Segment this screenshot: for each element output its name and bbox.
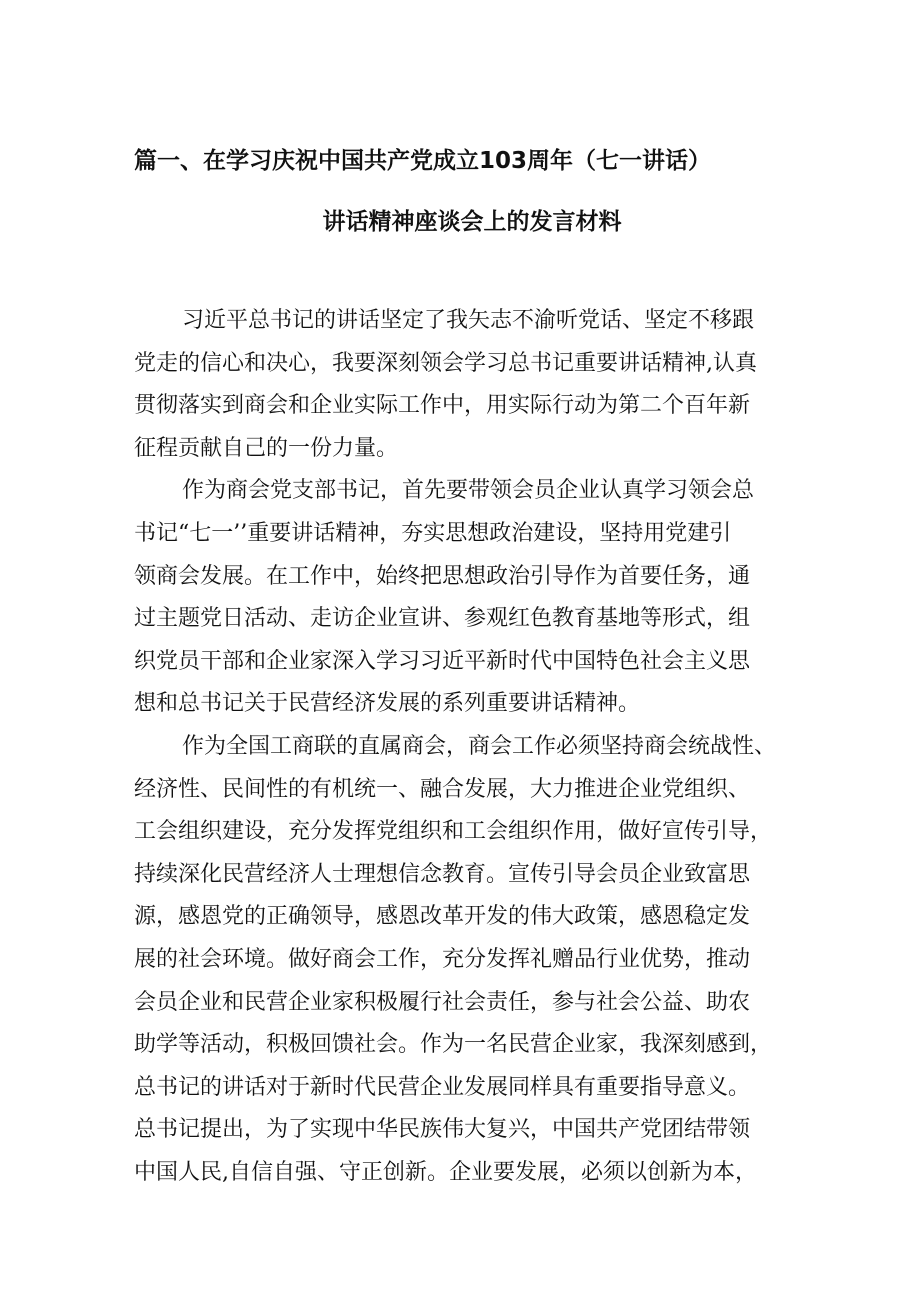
paragraph-line: 会员企业和民营企业家积极履行社会责任，参与社会公益、助农 [134,989,751,1015]
document-title-line-2: 讲话精神座谈会上的发言材料 [322,209,622,235]
paragraph-line: 经济性、民间性的有机统一、融合发展，大力推进企业党组织、 [134,776,751,802]
paragraph-line: 贯彻落实到商会和企业实际工作中，用实际行动为第二个百年新 [134,393,751,419]
paragraph-line: 中国人民,自信自强、守正创新。企业要发展，必须以创新为本， [134,1159,757,1185]
document-body [134,300,800,1194]
paragraph-line: 书记“七一’’重要讲话精神，夯实思想政治建设，坚持用党建引 [134,520,732,546]
paragraph-line: 源，感恩党的正确领导，感恩改革开发的伟大政策，感恩稳定发 [134,904,751,930]
paragraph-line: 过主题党日活动、走访企业宣讲、参观红色教育基地等形式，组 [134,606,751,632]
paragraph-line: 想和总书记关于民营经济发展的系列重要讲话精神。 [134,691,641,717]
paragraph-1 [134,300,800,470]
paragraph-line: 作为全国工商联的直属商会，商会工作必须坚持商会统战性、 [182,733,777,759]
paragraph-3 [134,726,800,1195]
paragraph-line: 作为商会党支部书记，首先要带领会员企业认真学习领会总 [182,478,755,504]
paragraph-line: 总书记的讲话对于新时代民营企业发展同样具有重要指导意义。 [134,1074,751,1100]
paragraph-line: 总书记提出，为了实现中华民族伟大复兴，中国共产党团结带领 [134,1117,751,1143]
paragraph-line: 助学等活动，积极回馈社会。作为一名民营企业家，我深刻感到， [134,1032,773,1058]
paragraph-line: 工会组织建设，充分发挥党组织和工会组织作用，做好宣传引导， [134,819,773,845]
paragraph-2 [134,470,800,726]
paragraph-line: 织党员干部和企业家深入学习习近平新时代中国特色社会主义思 [134,648,751,674]
document-title-line-1: 篇一、在学习庆祝中国共产党成立103周年（七一讲话） [134,148,712,174]
paragraph-line: 持续深化民营经济人士理想信念教育。宣传引导会员企业致富思 [134,861,751,887]
paragraph-line: 党走的信心和决心，我要深刻领会学习总书记重要讲话精神,认真 [134,350,757,376]
paragraph-line: 展的社会环境。做好商会工作，充分发挥礼赠品行业优势，推动 [134,946,751,972]
paragraph-line: 征程贡献自己的一份力量。 [134,435,399,461]
paragraph-line: 领商会发展。在工作中，始终把思想政治引导作为首要任务，通 [134,563,751,589]
paragraph-line: 习近平总书记的讲话坚定了我矢志不渝听党话、坚定不移跟 [182,308,755,333]
